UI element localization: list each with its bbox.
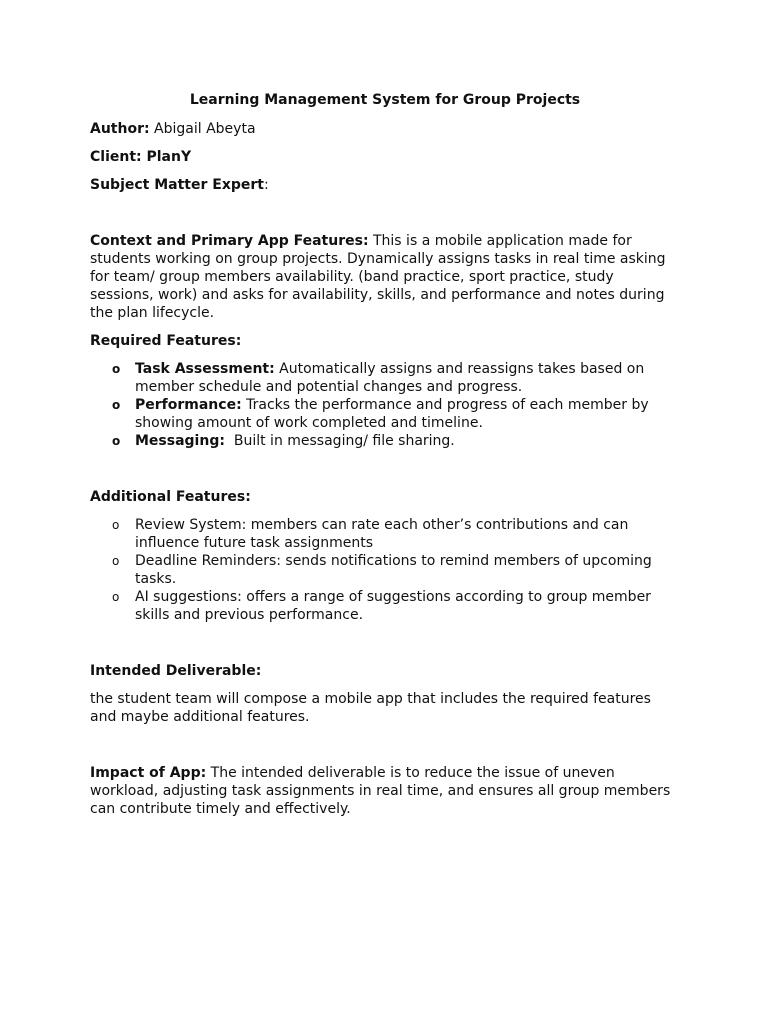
required-features-heading (90, 332, 680, 350)
document-title: Learning Management System for Group Projects (189, 92, 581, 108)
client-value: PlanY (141, 149, 192, 165)
client-line (90, 148, 680, 166)
list-item (90, 516, 680, 552)
bullet-marker: o (112, 434, 121, 448)
feature-text: Deadline Reminders: sends notifications to remind members of upcoming tasks. (135, 553, 652, 587)
list-item (90, 552, 680, 588)
sme-colon: : (263, 177, 269, 193)
bullet-marker: o (112, 554, 120, 568)
context-paragraph (90, 232, 680, 322)
author-label: Author: (90, 121, 150, 137)
deliverable-paragraph: the student team will compose a mobile app that includes the required features and maybe additional features. (90, 691, 651, 725)
additional-heading-text: Additional Features: (90, 489, 251, 505)
bullet-marker: o (112, 362, 121, 376)
list-item (90, 360, 680, 396)
sme-line (90, 176, 680, 194)
client-label: Client: (90, 149, 142, 165)
bullet-marker: o (112, 518, 120, 532)
required-features-list (90, 360, 680, 450)
bullet-marker: o (112, 398, 121, 412)
feature-text: Built in messaging/ file sharing. (224, 433, 455, 449)
additional-features-list (90, 516, 680, 624)
feature-text: AI suggestions: offers a range of suggestions according to group member skills and previous performance. (135, 589, 651, 623)
bullet-marker: o (112, 590, 120, 604)
sme-label: Subject Matter Expert (90, 177, 264, 193)
context-label: Context and Primary App Features: (90, 233, 369, 249)
feature-text: Automatically assigns and reassigns takes based on member schedule and potential changes and progress. (135, 361, 645, 395)
list-item (90, 432, 680, 450)
feature-label: Performance: (135, 397, 242, 413)
impact-label: Impact of App: (90, 765, 207, 781)
author-value: Abigail Abeyta (149, 121, 256, 137)
required-heading-text: Required Features: (90, 333, 242, 349)
feature-label: Task Assessment: (135, 361, 275, 377)
author-line (90, 120, 680, 138)
context-text: This is a mobile application made for students working on group projects. Dynamically assigns tasks in real time asking for team/ group members availability. (band practice, sport practice, study sessions, work) and asks for availability, skills, and performance and notes during the plan lifecycle. (90, 233, 666, 321)
feature-text: Review System: members can rate each other’s contributions and can influence future task assignments (135, 517, 629, 551)
additional-features-heading (90, 488, 680, 506)
feature-label: Messaging: (135, 433, 225, 449)
impact-text: The intended deliverable is to reduce the issue of uneven workload, adjusting task assignments in real time, and ensures all group members can contribute timely and effectively. (90, 765, 671, 817)
deliverable-heading-text: Intended Deliverable: (90, 663, 262, 679)
document-page (90, 90, 680, 828)
list-item (90, 588, 680, 624)
deliverable-heading (90, 662, 680, 680)
impact-paragraph (90, 764, 680, 818)
list-item (90, 396, 680, 432)
feature-text: Tracks the performance and progress of each member by showing amount of work completed and timeline. (135, 397, 649, 431)
